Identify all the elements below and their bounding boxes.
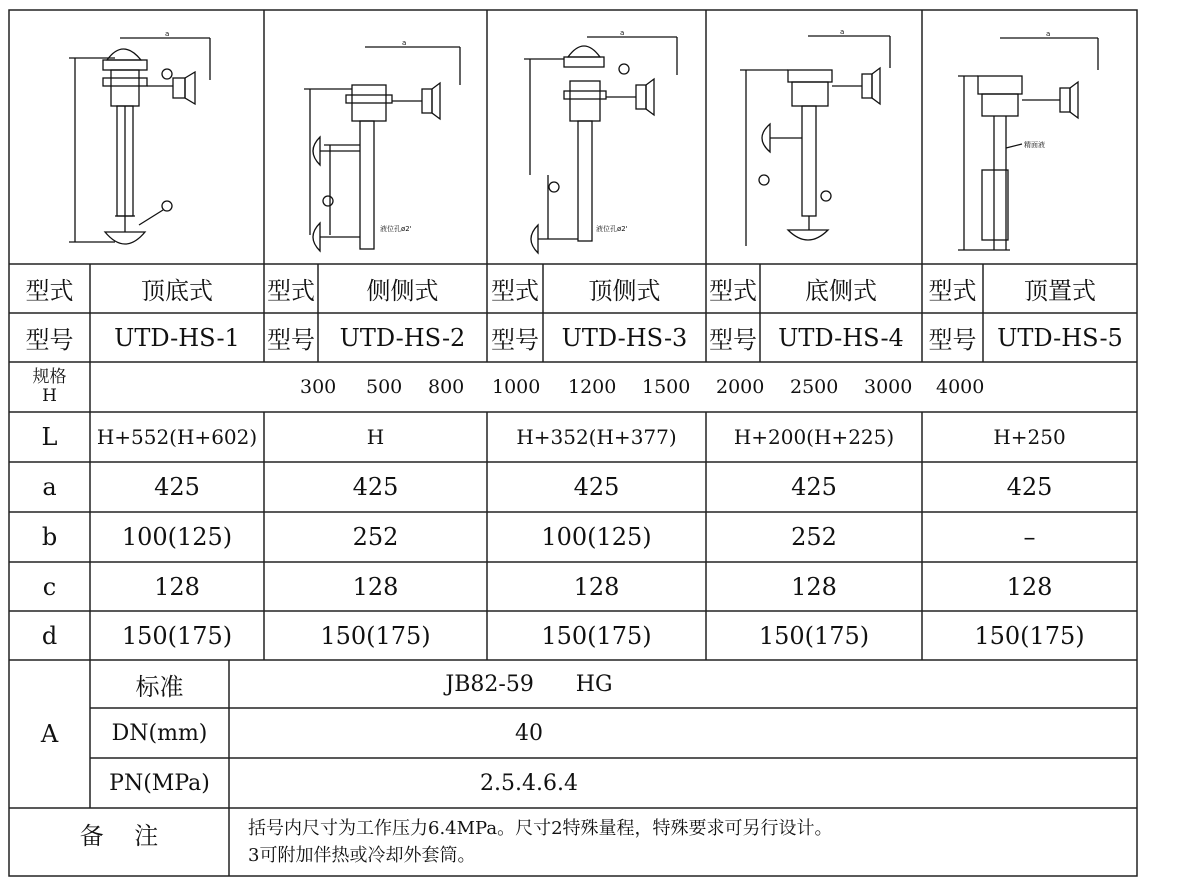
dim-cell: 150(175) (320, 621, 431, 650)
spec-value: 300 (300, 376, 337, 398)
dim-cell: 150(175) (121, 621, 233, 650)
svg-text:a: a (402, 39, 407, 47)
model-label-5: 型号 (928, 326, 977, 354)
dim-label-b: b (41, 523, 58, 551)
type-label-5: 型式 (928, 277, 977, 305)
dim-cell: H+352(H+377) (516, 425, 677, 449)
svg-text:液位孔ø2': 液位孔ø2' (596, 225, 628, 233)
spec-value: 800 (428, 376, 465, 398)
dim-cell: H+250 (993, 425, 1066, 449)
svg-text:a: a (165, 30, 170, 38)
flange-pn-label: PN(MPa) (109, 770, 210, 796)
model-label-4: 型号 (709, 326, 757, 354)
type-value-5: 顶置式 (1024, 277, 1096, 305)
type-value-4: 底侧式 (805, 277, 877, 305)
drawing-top-bottom (55, 20, 225, 255)
model-label-2: 型号 (267, 326, 315, 354)
dim-cell: 425 (154, 473, 200, 501)
dim-label-a: a (42, 473, 57, 501)
drawing-side-side (290, 25, 470, 255)
type-label-1: 型式 (25, 277, 74, 305)
model-value-4: UTD-HS-4 (778, 323, 904, 352)
dim-cell: 128 (154, 572, 200, 601)
dim-cell: 128 (791, 572, 837, 601)
model-label-3: 型号 (491, 326, 539, 354)
dim-label-c: c (42, 572, 57, 601)
spec-value: 1500 (642, 376, 691, 398)
dim-cell: 100(125) (121, 523, 233, 551)
dim-cell: 425 (352, 473, 399, 501)
dim-cell: 150(175) (758, 621, 870, 650)
spec-value: 3000 (864, 376, 913, 398)
flange-pn-value: 2.5.4.6.4 (480, 770, 578, 796)
dim-cell: H+552(H+602) (96, 425, 258, 449)
dim-cell: H (366, 425, 385, 449)
spec-value: 1200 (568, 376, 617, 398)
spec-value: 4000 (936, 376, 985, 398)
type-value-3: 顶侧式 (588, 277, 661, 305)
svg-text:a: a (840, 28, 845, 36)
spec-label-line2: H (42, 386, 57, 406)
svg-text:a: a (1046, 30, 1051, 38)
remarks-label: 备 注 (79, 821, 159, 850)
flange-dn-label: DN(mm) (111, 720, 208, 746)
svg-text:精面液: 精面液 (1024, 141, 1045, 149)
model-value-2: UTD-HS-2 (339, 323, 466, 352)
model-value-1: UTD-HS-1 (114, 323, 240, 352)
spec-value: 500 (366, 376, 403, 398)
model-value-3: UTD-HS-3 (561, 323, 688, 352)
dim-cell: H+200(H+225) (733, 425, 895, 449)
type-label-2: 型式 (267, 277, 315, 305)
flange-dn-value: 40 (515, 720, 543, 746)
dim-cell: 425 (791, 473, 837, 501)
flange-label: A (40, 720, 59, 748)
dim-cell: 100(125) (541, 523, 652, 551)
spec-value: 2000 (716, 376, 765, 398)
type-value-1: 顶底式 (141, 277, 213, 305)
spec-values (300, 362, 1000, 412)
remarks-text (248, 815, 833, 869)
remarks-line-1: 括号内尺寸为工作压力6.4MPa。尺寸2特殊量程，特殊要求可另行设计。 (248, 818, 833, 839)
drawing-top-mounted (950, 20, 1120, 256)
flange-standard-value: JB82-59 HG (445, 671, 613, 697)
drawing-bottom-side (730, 20, 905, 250)
dim-cell: 425 (573, 473, 620, 501)
flange-standard-label: 标准 (135, 672, 184, 701)
spec-label (9, 364, 90, 410)
type-label-3: 型式 (491, 277, 539, 305)
dim-cell: 128 (1006, 572, 1053, 601)
dim-cell: – (1023, 523, 1036, 551)
svg-text:a: a (620, 29, 625, 37)
svg-text:液位孔ø2': 液位孔ø2' (380, 225, 412, 233)
type-value-2: 侧侧式 (366, 277, 439, 305)
dim-cell: 150(175) (541, 621, 652, 650)
drawing-top-side (512, 25, 692, 255)
dim-cell: 150(175) (974, 621, 1085, 650)
spec-label-line1: 规格 (32, 367, 67, 387)
dim-label-L: L (41, 423, 58, 451)
dim-cell: 252 (791, 523, 837, 551)
remarks-line-2: 3可附加伴热或冷却外套筒。 (248, 845, 476, 866)
model-value-5: UTD-HS-5 (997, 323, 1123, 352)
spec-value: 2500 (790, 376, 839, 398)
type-label-4: 型式 (709, 277, 757, 305)
model-label-1: 型号 (25, 326, 74, 354)
spec-value: 1000 (492, 376, 541, 398)
dim-cell: 128 (352, 572, 399, 601)
dim-cell: 425 (1006, 473, 1053, 501)
dim-cell: 252 (352, 523, 399, 551)
dim-label-d: d (41, 621, 58, 650)
dim-cell: 128 (573, 572, 620, 601)
